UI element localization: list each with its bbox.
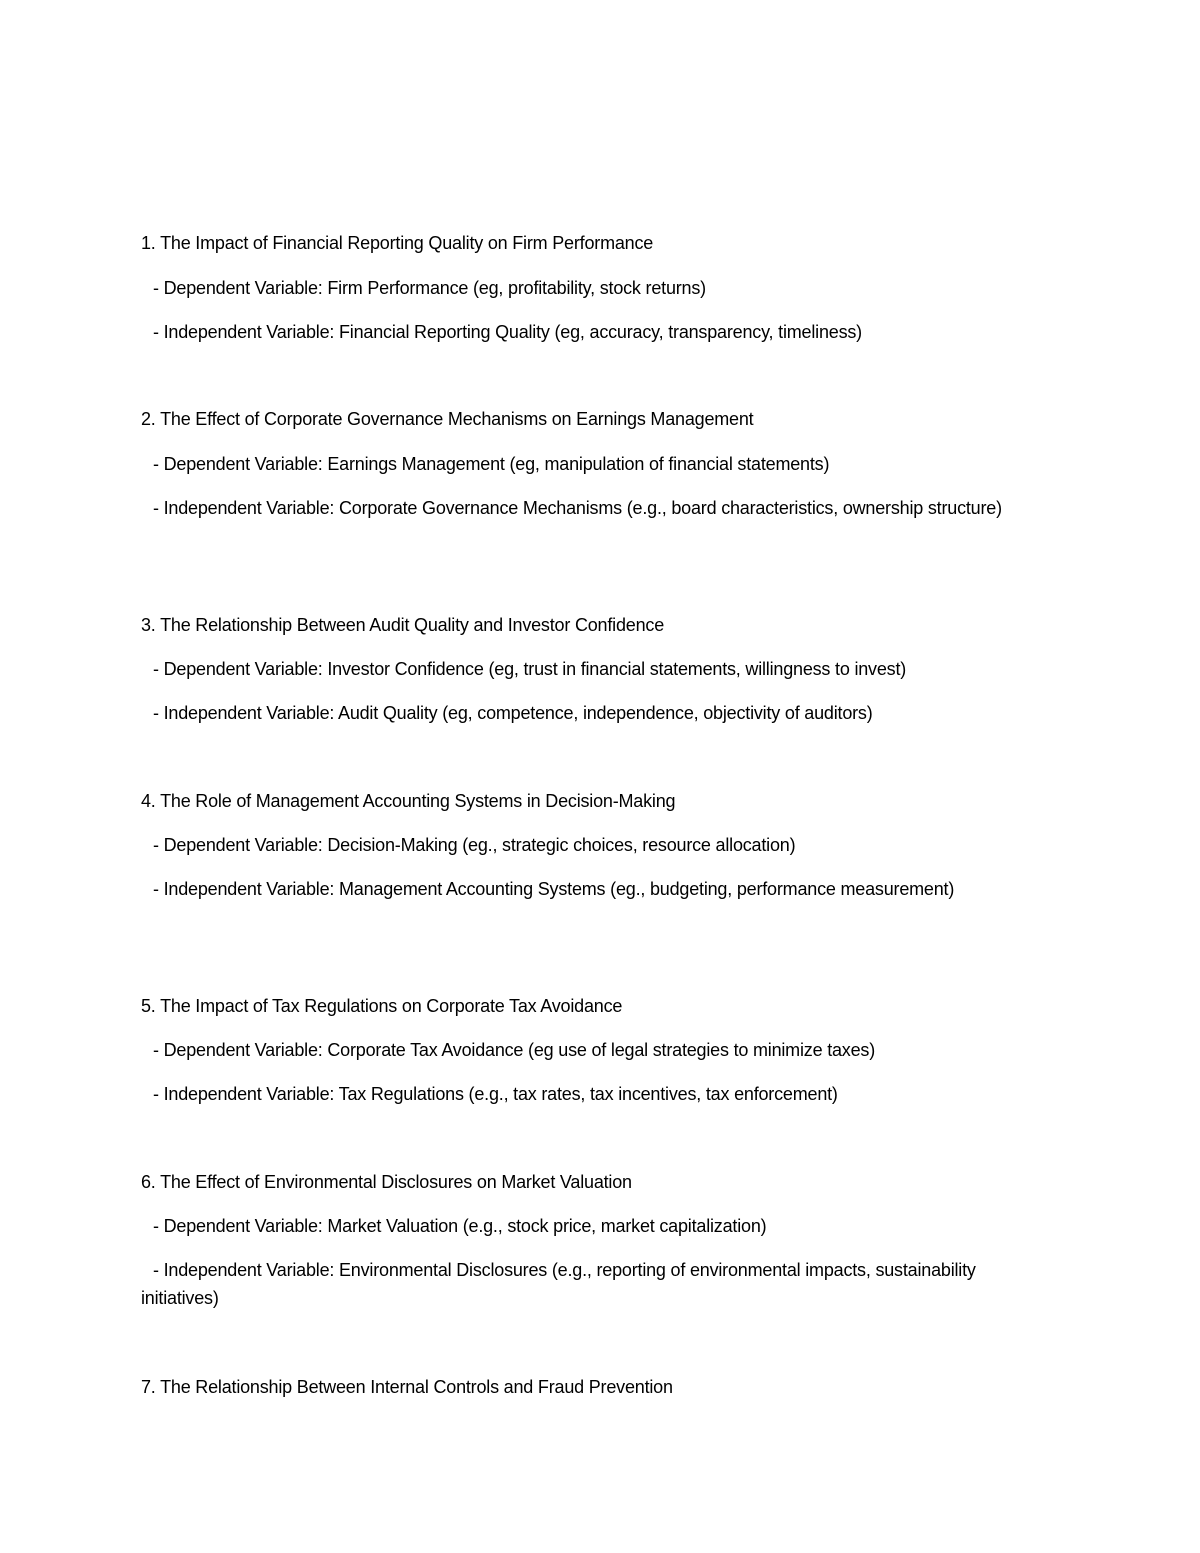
topic-3-independent-variable: - Independent Variable: Audit Quality (eg, competence, independence, objectivity of auditors) [153,703,873,723]
topic-4-title: 4. The Role of Management Accounting Systems in Decision-Making [141,791,676,811]
topic-3-title: 3. The Relationship Between Audit Quality and Investor Confidence [141,615,665,635]
topic-4-dependent-variable: - Dependent Variable: Decision-Making (eg., strategic choices, resource allocation) [153,835,796,855]
topic-5-independent-variable: - Independent Variable: Tax Regulations (e.g., tax rates, tax incentives, tax enforcement) [153,1084,838,1104]
topic-6-dependent-variable: - Dependent Variable: Market Valuation (e.g., stock price, market capitalization) [153,1216,767,1236]
topic-2-title: 2. The Effect of Corporate Governance Mechanisms on Earnings Management [141,409,754,429]
topic-2-dependent-variable: - Dependent Variable: Earnings Management (eg, manipulation of financial statements) [153,454,830,474]
topic-5-title: 5. The Impact of Tax Regulations on Corporate Tax Avoidance [141,996,623,1016]
topic-1-dependent-variable: - Dependent Variable: Firm Performance (eg, profitability, stock returns) [153,278,706,298]
topic-1-title: 1. The Impact of Financial Reporting Quality on Firm Performance [141,233,654,253]
topic-2-independent-variable: - Independent Variable: Corporate Governance Mechanisms (e.g., board characteristics, ownership structure) [153,498,1002,518]
topic-1-independent-variable: - Independent Variable: Financial Reporting Quality (eg, accuracy, transparency, timeliness) [153,322,862,342]
topic-6-title: 6. The Effect of Environmental Disclosures on Market Valuation [141,1172,632,1192]
topic-6-independent-variable: - Independent Variable: Environmental Disclosures (e.g., reporting of environmental impacts, sustainability initiatives) [141,1260,976,1308]
topic-3-dependent-variable: - Dependent Variable: Investor Confidence (eg, trust in financial statements, willingness to invest) [153,659,907,679]
topic-5-dependent-variable: - Dependent Variable: Corporate Tax Avoidance (eg use of legal strategies to minimize taxes) [153,1040,876,1060]
topic-7-title: 7. The Relationship Between Internal Controls and Fraud Prevention [141,1377,673,1397]
topic-4-independent-variable: - Independent Variable: Management Accounting Systems (eg., budgeting, performance measurement) [153,879,955,899]
